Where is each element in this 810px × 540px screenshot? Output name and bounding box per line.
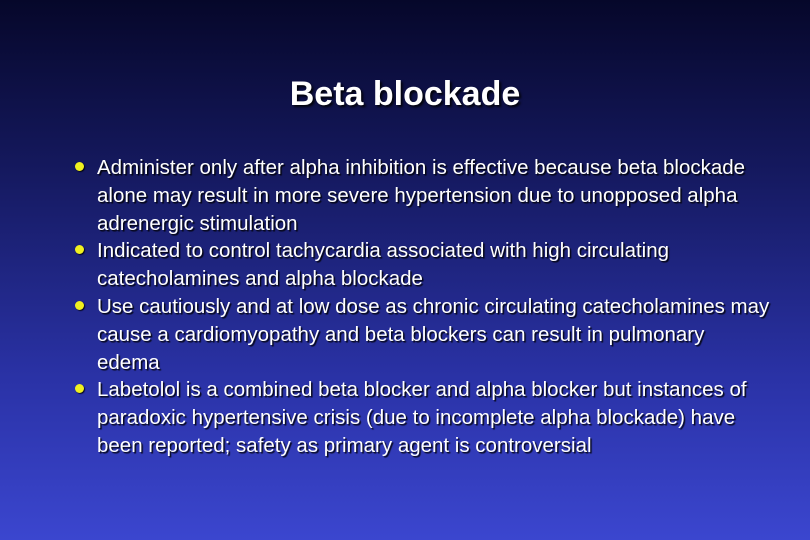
bullet-text: Indicated to control tachycardia associated with high circulating catecholamines and alpha blockade [97,239,670,291]
bullet-item [0,154,810,237]
bullet-dot-icon [75,245,84,254]
bullet-dot-icon [75,384,84,393]
bullet-list [0,154,810,460]
slide-title: Beta blockade [289,75,521,113]
bullet-item [0,237,810,293]
bullet-item [0,293,810,376]
bullet-text: Use cautiously and at low dose as chronic circulating catecholamines may cause a cardiomyopathy and beta blockers can result in pulmonary edema [97,294,770,374]
bullet-dot-icon [75,162,84,171]
bullet-item [0,376,810,459]
bullet-dot-icon [75,301,84,310]
bullet-text: Labetolol is a combined beta blocker and alpha blocker but instances of paradoxic hypertensive crisis (due to incomplete alpha blockade) have been reported; safety as primary agent is controversial [97,378,747,457]
bullet-text: Administer only after alpha inhibition is effective because beta blockade alone may result in more severe hypertension due to unopposed alpha adrenergic stimulation [97,156,746,235]
